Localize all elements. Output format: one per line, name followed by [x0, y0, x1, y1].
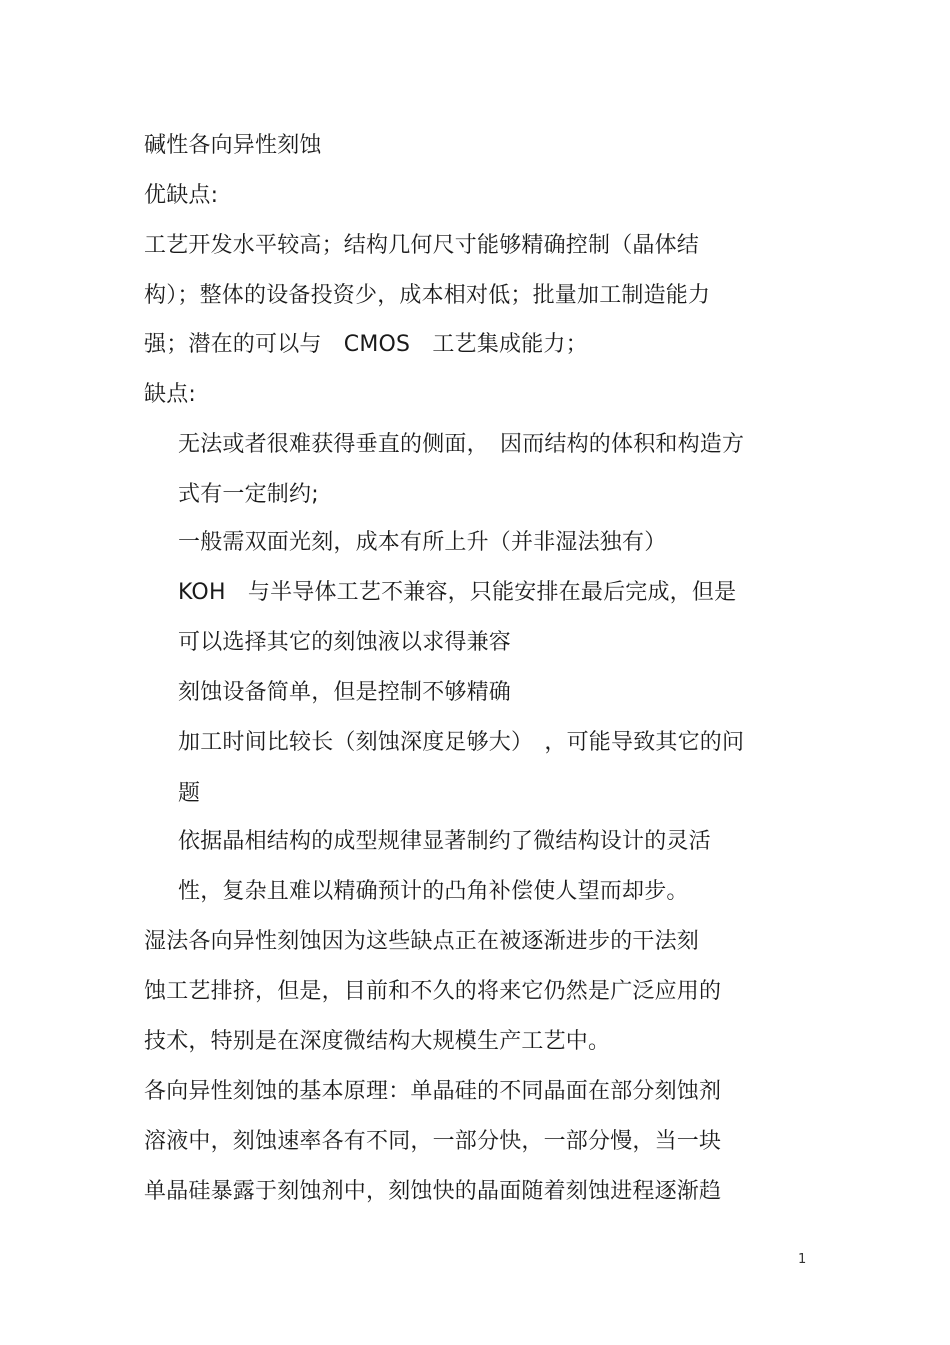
text-line: 优缺点: — [144, 183, 219, 208]
text-line: 构）；整体的设备投资少，成本相对低；批量加工制造能力 — [144, 283, 711, 308]
document-title: 碱性各向异性刻蚀 — [144, 133, 322, 158]
text-line: 依据晶相结构的成型规律显著制约了微结构设计的灵活 — [178, 829, 711, 854]
text-line: 工艺开发水平较高；结构几何尺寸能够精确控制（晶体结 — [144, 233, 700, 258]
page-number: 1 — [798, 1252, 807, 1267]
text-line: 缺点: — [144, 382, 197, 407]
text-line: 加工时间比较长（刻蚀深度足够大） ，可能导致其它的问 — [178, 730, 745, 755]
text-line: 可以选择其它的刻蚀液以求得兼容 — [178, 630, 512, 655]
text-line: 一般需双面光刻，成本有所上升（并非湿法独有） — [178, 530, 667, 555]
text-line: 性，复杂且难以精确预计的凸角补偿使人望而却步。 — [178, 879, 689, 904]
text-line: KOH 与半导体工艺不兼容，只能安排在最后完成，但是 — [178, 580, 737, 605]
text-line: 式有一定制约; — [178, 482, 319, 507]
text-line: 刻蚀设备简单，但是控制不够精确 — [178, 680, 512, 705]
text-line: 强；潜在的可以与 CMOS 工艺集成能力； — [144, 332, 588, 357]
text-line: 无法或者很难获得垂直的侧面， 因而结构的体积和构造方 — [178, 432, 745, 457]
text-line: 单晶硅暴露于刻蚀剂中，刻蚀快的晶面随着刻蚀进程逐渐趋 — [144, 1179, 722, 1204]
text-line: 溶液中，刻蚀速率各有不同，一部分快，一部分慢，当一块 — [144, 1129, 722, 1154]
text-line: 题 — [178, 781, 201, 806]
text-line: 技术，特别是在深度微结构大规模生产工艺中。 — [144, 1029, 611, 1054]
text-line: 蚀工艺排挤，但是，目前和不久的将来它仍然是广泛应用的 — [144, 979, 722, 1004]
text-line: 各向异性刻蚀的基本原理：单晶硅的不同晶面在部分刻蚀剂 — [144, 1079, 722, 1104]
text-line: 湿法各向异性刻蚀因为这些缺点正在被逐渐进步的干法刻 — [144, 929, 700, 954]
